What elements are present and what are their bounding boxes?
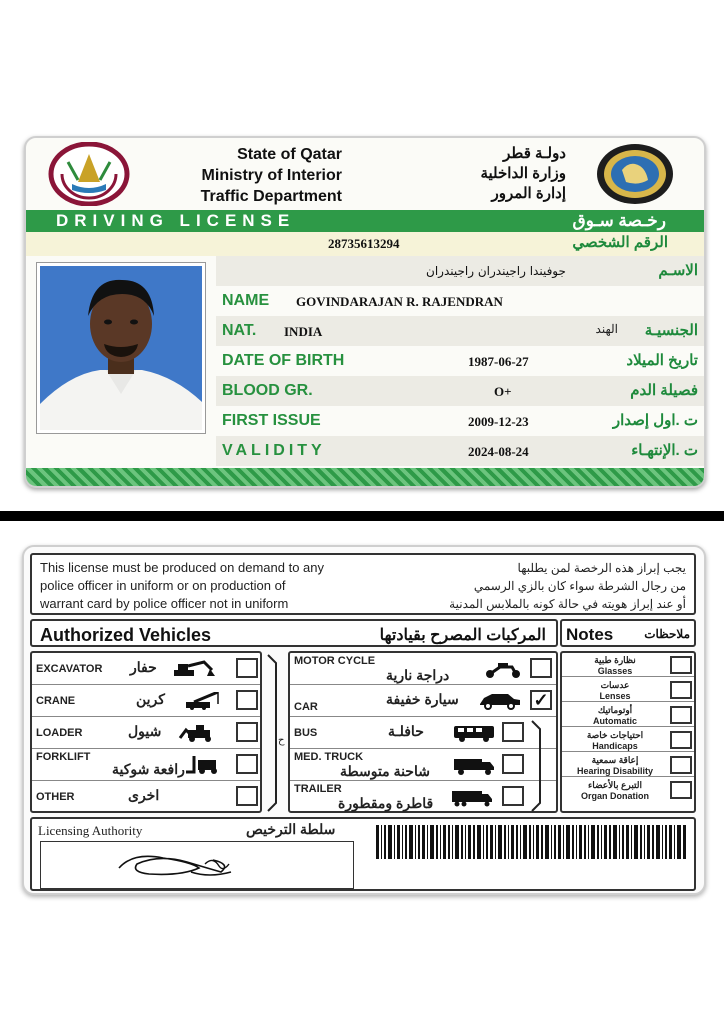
motorcycle-icon [482,661,526,679]
license-fields [216,256,706,466]
validity-label: VALIDITY [222,442,326,459]
note-label-ar: التبرع بالأعضاء [587,780,643,790]
vehicle-label: FORKLIFT [36,751,91,763]
name-label: NAME [222,292,270,309]
header-department-ar: إدارة المرور [491,185,566,202]
personal-id-row [26,232,704,256]
vehicle-label: LOADER [36,727,83,739]
loader-icon [178,724,222,742]
bus-icon [452,724,496,742]
dob-label-ar: تاريخ الميلاد [626,352,698,369]
notice-box [30,553,696,615]
blood-label-ar: فصيلة الدم [630,382,698,399]
blood-label: BLOOD GR. [222,382,313,399]
holder-photo [36,262,206,434]
vehicle-label: CAR [294,701,318,713]
vehicle-label-ar: كرين [136,691,165,707]
note-row [562,680,694,702]
vehicle-label-ar: سيارة خفيفة [386,691,459,707]
name-ar-value: جوفيندا راجيندران راجيندران [426,264,566,278]
checkbox-excavator[interactable] [236,658,258,678]
vehicle-label: TRAILER [294,783,342,795]
notes-title-ar: ملاحظات [644,627,690,641]
trailer-icon [450,789,494,807]
dob-label: DATE OF BIRTH [222,352,345,369]
license-title: DRIVING LICENSE [56,211,296,230]
vehicle-row-loader [32,717,260,749]
note-label-ar: أوتوماتيك [597,705,633,715]
vehicle-row-car [290,685,556,717]
vehicle-row-forklift [32,749,260,781]
checkbox-other[interactable] [236,786,258,806]
validity-value: 2024-08-24 [468,444,529,459]
checkbox-loader[interactable] [236,722,258,742]
section-divider [0,511,724,521]
nationality-label: NAT. [222,322,257,339]
note-row [562,655,694,677]
license-header [26,138,704,210]
notes-header [560,619,696,647]
personal-id-label-ar: الرقم الشخصي [572,234,668,251]
authorized-vehicles-title-ar: المركبات المصرح بقيادتها [379,627,546,644]
vehicles-left-panel [30,651,262,813]
vehicle-label: MOTOR CYCLE [294,655,376,667]
license-front [24,136,706,488]
note-label-ar: نظارة طبية [594,655,636,665]
qatar-emblem-icon [48,142,130,206]
bracket-right-icon [528,719,552,813]
vehicle-row-motorcycle [290,653,556,685]
notice-en-line: warrant card by police officer not in uniform [40,596,289,611]
excavator-icon [172,660,216,678]
checkbox-motorcycle[interactable] [530,658,552,678]
notice-ar-line: يجب إبراز هذه الرخصة لمن يطلبها [517,561,686,575]
personal-id-value: 28735613294 [328,236,400,251]
card-footer-pattern [26,468,704,486]
vehicle-label: CRANE [36,695,76,707]
first-issue-label-ar: ت .اول إصدار [612,412,698,429]
license-title-ar: رخـصة سـوق [572,211,666,230]
nationality-label-ar: الجنسيـة [644,322,698,339]
signature-box [40,841,354,889]
note-row [562,730,694,752]
checkbox-glasses[interactable] [670,656,692,674]
header-department: Traffic Department [200,188,342,205]
car-icon [478,692,522,710]
note-label: Hearing Disability [576,766,654,776]
checkbox-bus[interactable] [502,722,524,742]
checkbox-crane[interactable] [236,690,258,710]
checkbox-car-checked[interactable]: ✓ [530,690,552,710]
signature-icon [41,842,353,888]
vehicle-label: MED. TRUCK [294,751,364,763]
vehicle-label: OTHER [36,791,75,803]
nationality-value: INDIA [284,324,323,339]
note-label-ar: احتياجات خاصة [586,730,644,740]
note-label: Automatic [592,716,637,726]
blood-row [216,376,706,406]
vehicle-label: EXCAVATOR [36,663,103,675]
validity-label-ar: ت .الإنتهـاء [631,442,698,459]
checkbox-lenses[interactable] [670,681,692,699]
notice-en-line: police officer in uniform or on production of [40,578,286,593]
gcc-emblem-icon [594,142,676,206]
vehicle-label-ar: حفار [130,659,157,675]
nationality-row [216,316,706,346]
checkbox-hearing-disability[interactable] [670,756,692,774]
license-back [22,545,706,895]
notice-ar [449,559,686,613]
checkbox-automatic[interactable] [670,706,692,724]
checkbox-handicaps[interactable] [670,731,692,749]
checkbox-trailer[interactable] [502,786,524,806]
note-row [562,780,694,802]
licensing-authority-label: Licensing Authority [38,823,143,838]
vehicles-right-panel [288,651,558,813]
name-row [216,286,706,316]
note-row [562,705,694,727]
note-label: Organ Donation [581,791,649,801]
licensing-authority-label-ar: سلطة الترخيص [246,821,336,837]
first-issue-row [216,406,706,436]
dob-row [216,346,706,376]
notice-ar-line: من رجال الشرطة سواء كان بالزي الرسمي [473,579,686,593]
notice-en-line: This license must be produced on demand to any [40,560,325,575]
vehicle-label-ar: اخرى [128,787,160,803]
name-label-ar: الاسـم [658,262,698,279]
authorized-vehicles-title: Authorized Vehicles [40,625,212,645]
licensing-authority-box [30,817,696,891]
checkbox-med-truck[interactable] [502,754,524,774]
validity-row [216,436,706,466]
portrait-image [40,266,202,430]
notice-en [40,559,324,613]
vehicle-row-other [32,781,260,813]
first-issue-label: FIRST ISSUE [222,412,321,429]
vehicle-label-ar: شيول [128,723,162,739]
vehicle-row-excavator [32,653,260,685]
bracket-left-icon [264,653,286,813]
notes-panel [560,651,696,813]
truck-icon [452,757,496,775]
blood-value: O+ [494,384,512,399]
header-state: State of Qatar [237,146,342,163]
vehicle-row-crane [32,685,260,717]
name-value: GOVINDARAJAN R. RAJENDRAN [296,294,503,309]
checkbox-organ-donation[interactable] [670,781,692,799]
note-label-ar: إعاقة سمعية [591,755,639,765]
barcode-icon [376,825,686,859]
vehicle-label-ar: رافعة شوكية [112,761,185,777]
vehicle-row-trailer [290,781,556,813]
vehicle-label: BUS [294,727,318,739]
first-issue-value: 2009-12-23 [468,414,529,429]
vehicle-row-bus [290,717,556,749]
note-label: Lenses [599,691,631,701]
checkbox-forklift[interactable] [236,754,258,774]
crane-icon [184,692,228,710]
vehicle-label-ar: حافلـة [388,723,424,739]
note-label-ar: عدسات [600,680,630,690]
forklift-icon [184,756,228,774]
vehicle-label-ar: شاحنة متوسطة [340,763,430,779]
header-ministry: Ministry of Interior [201,167,342,184]
nationality-value-ar: الهند [595,322,618,336]
header-state-ar: دولـة قطر [503,145,566,162]
name-ar-row [216,256,706,286]
vehicle-row-med-truck [290,749,556,781]
authorized-vehicles-header [30,619,558,647]
notice-ar-line: أو عند إبراز هويته في حالة كونه بالملابس المدنية [449,597,686,611]
svg-text:ح: ح [278,735,285,746]
note-row [562,755,694,777]
vehicle-label-ar: قاطرة ومقطورة [338,795,434,811]
dob-value: 1987-06-27 [468,354,529,369]
vehicle-label-ar: دراجة نارية [386,667,450,683]
notes-title: Notes [566,625,614,644]
license-title-band [26,210,704,232]
note-label: Glasses [597,666,633,676]
note-label: Handicaps [592,741,638,751]
header-ministry-ar: وزارة الداخلية [480,165,566,182]
